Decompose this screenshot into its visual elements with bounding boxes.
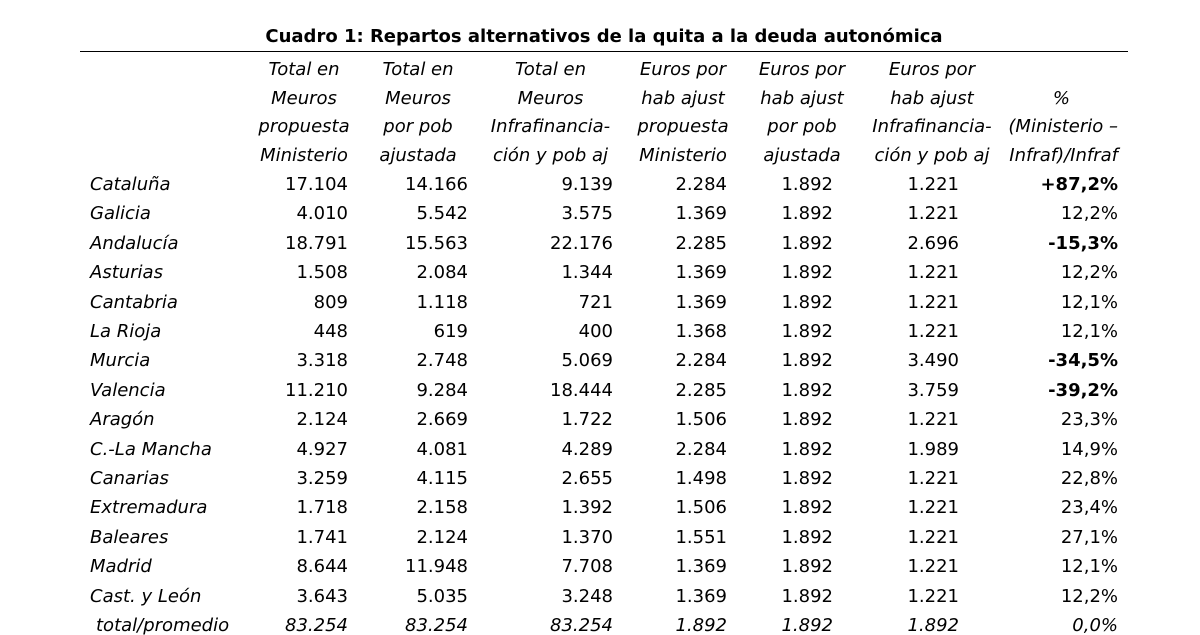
- value-cell: 1.506: [675, 497, 727, 519]
- value-cell: 1.892: [781, 232, 833, 254]
- value-cell: 400: [578, 321, 613, 343]
- header-line: Total en: [268, 59, 340, 80]
- value-cell: 1.892: [781, 556, 833, 578]
- value-cell: 2.124: [416, 526, 468, 548]
- value-cell: 2.158: [416, 497, 468, 519]
- region-name: Madrid: [90, 556, 152, 578]
- value-cell: 2.748: [416, 350, 468, 372]
- pct-cell: 12,2%: [1060, 262, 1118, 284]
- value-cell: 1.370: [561, 526, 613, 548]
- table-row: [80, 376, 1128, 405]
- value-cell: 1.892: [781, 468, 833, 490]
- table-row: [80, 229, 1128, 258]
- value-cell: 3.759: [907, 379, 959, 401]
- value-cell: 2.284: [675, 350, 727, 372]
- value-cell: 1.892: [781, 615, 833, 635]
- value-cell: 1.221: [907, 262, 959, 284]
- value-cell: 8.644: [296, 556, 348, 578]
- header-line: hab ajust: [890, 87, 974, 109]
- table-row: [80, 405, 1128, 434]
- pct-cell: -15,3%: [1048, 232, 1118, 254]
- value-cell: 1.221: [907, 468, 959, 490]
- value-cell: 1.221: [907, 526, 959, 548]
- table-row: [80, 288, 1128, 317]
- value-cell: 1.221: [907, 203, 959, 225]
- table-row: [80, 170, 1128, 199]
- value-cell: 18.444: [550, 379, 613, 401]
- value-cell: 1.392: [561, 497, 613, 519]
- value-cell: 4.010: [296, 203, 348, 225]
- header-line: Infrafinancia-: [872, 116, 992, 137]
- value-cell: 11.210: [285, 379, 348, 401]
- value-cell: 17.104: [285, 174, 348, 195]
- region-name: Cantabria: [90, 291, 178, 313]
- value-cell: 1.741: [296, 526, 348, 548]
- pct-cell: +87,2%: [1040, 174, 1118, 195]
- header-line: Infrafinancia-: [490, 116, 611, 137]
- pct-cell: -39,2%: [1048, 379, 1118, 401]
- value-cell: 3.490: [907, 350, 959, 372]
- region-name: Cataluña: [90, 174, 171, 195]
- value-cell: 7.708: [561, 556, 613, 578]
- value-cell: 1.508: [296, 262, 348, 284]
- header-line: %: [1052, 87, 1070, 109]
- header-euros-infrafinanciacion: [861, 56, 1003, 170]
- value-cell: 1.221: [907, 497, 959, 519]
- value-cell: 1.722: [561, 409, 613, 431]
- header-line: Euros por: [888, 59, 976, 80]
- value-cell: 1.892: [907, 615, 959, 635]
- header-line: ción y pob aj: [874, 144, 990, 166]
- table-row: [80, 435, 1128, 464]
- value-cell: 1.892: [781, 350, 833, 372]
- value-cell: 2.284: [675, 174, 727, 195]
- value-cell: 1.892: [781, 174, 833, 195]
- table-row: [80, 346, 1128, 375]
- pct-cell: 14,9%: [1060, 438, 1118, 460]
- region-name: Asturias: [90, 262, 163, 284]
- value-cell: 2.655: [561, 468, 613, 490]
- value-cell: 1.551: [675, 526, 727, 548]
- value-cell: 5.035: [416, 585, 468, 607]
- value-cell: 1.369: [675, 585, 727, 607]
- value-cell: 1.892: [781, 203, 833, 225]
- value-cell: 18.791: [285, 232, 348, 254]
- value-cell: 4.115: [416, 468, 468, 490]
- header-line: [1003, 56, 1118, 85]
- region-name: Baleares: [90, 526, 169, 548]
- table-row: [80, 552, 1128, 581]
- data-table: [80, 56, 1128, 635]
- value-cell: 2.669: [416, 409, 468, 431]
- table-row: [80, 523, 1128, 552]
- pct-cell: 0,0%: [1072, 615, 1118, 635]
- pct-cell: 12,1%: [1060, 291, 1118, 313]
- table-row: [80, 199, 1128, 228]
- header-line: por pob: [383, 116, 453, 137]
- value-cell: 1.892: [781, 526, 833, 548]
- value-cell: 1.498: [675, 468, 727, 490]
- header-total-pob-ajustada: [358, 56, 478, 170]
- value-cell: 1.369: [675, 291, 727, 313]
- pct-cell: 23,3%: [1060, 409, 1118, 431]
- table-row: [80, 493, 1128, 522]
- table-row: [80, 582, 1128, 611]
- header-euros-pob-ajustada: [743, 56, 861, 170]
- header-line: Meuros: [385, 87, 451, 109]
- header-line: ajustada: [379, 144, 457, 166]
- pct-cell: -34,5%: [1048, 350, 1118, 372]
- header-total-propuesta-ministerio: [250, 56, 358, 170]
- header-line: propuesta: [637, 116, 729, 137]
- value-cell: 1.368: [675, 321, 727, 343]
- value-cell: 3.318: [296, 350, 348, 372]
- region-name: Extremadura: [90, 497, 208, 519]
- value-cell: 11.948: [405, 556, 468, 578]
- value-cell: 809: [313, 291, 348, 313]
- value-cell: 619: [433, 321, 468, 343]
- value-cell: 1.892: [781, 291, 833, 313]
- value-cell: 83.254: [550, 615, 613, 635]
- pct-cell: 12,1%: [1060, 556, 1118, 578]
- value-cell: 721: [578, 291, 613, 313]
- region-name: Galicia: [90, 203, 151, 225]
- value-cell: 1.989: [907, 438, 959, 460]
- value-cell: 2.696: [907, 232, 959, 254]
- header-total-infrafinanciacion: [478, 56, 623, 170]
- header-line: Total en: [514, 59, 587, 80]
- region-name: Valencia: [90, 379, 166, 401]
- value-cell: 448: [313, 321, 348, 343]
- header-line: (Ministerio –: [1008, 116, 1118, 137]
- value-cell: 4.289: [561, 438, 613, 460]
- value-cell: 2.124: [296, 409, 348, 431]
- region-name: Murcia: [90, 350, 151, 372]
- header-euros-propuesta-ministerio: [623, 56, 743, 170]
- value-cell: 22.176: [550, 232, 613, 254]
- value-cell: 83.254: [285, 615, 348, 635]
- value-cell: 1.118: [416, 291, 468, 313]
- table-row: [80, 464, 1128, 493]
- header-region: [80, 56, 250, 170]
- value-cell: 1.892: [781, 585, 833, 607]
- value-cell: 2.284: [675, 438, 727, 460]
- region-name: Aragón: [90, 409, 155, 431]
- value-cell: 1.892: [781, 321, 833, 343]
- value-cell: 1.369: [675, 203, 727, 225]
- value-cell: 3.259: [296, 468, 348, 490]
- total-row: [80, 611, 1128, 635]
- header-line: Ministerio: [260, 144, 348, 166]
- header-line: propuesta: [258, 116, 350, 137]
- value-cell: 2.084: [416, 262, 468, 284]
- value-cell: 3.248: [561, 585, 613, 607]
- region-name: Andalucía: [90, 232, 179, 254]
- region-name: Cast. y León: [90, 585, 202, 607]
- header-line: ción y pob aj: [492, 144, 609, 166]
- header-line: Euros por: [758, 59, 846, 80]
- value-cell: 1.892: [781, 262, 833, 284]
- value-cell: 2.285: [675, 379, 727, 401]
- header-line: ajustada: [763, 144, 841, 166]
- pct-cell: 12,1%: [1060, 321, 1118, 343]
- region-name: Canarias: [90, 468, 169, 490]
- header-line: por pob: [767, 116, 837, 137]
- value-cell: 1.369: [675, 556, 727, 578]
- value-cell: 15.563: [405, 232, 468, 254]
- value-cell: 1.221: [907, 409, 959, 431]
- table-row: [80, 258, 1128, 287]
- header-pct-diferencia: [1003, 56, 1128, 170]
- value-cell: 1.892: [781, 379, 833, 401]
- value-cell: 1.892: [675, 615, 727, 635]
- header-line: Total en: [382, 59, 454, 80]
- header-line: Meuros: [517, 87, 584, 109]
- pct-cell: 22,8%: [1060, 468, 1118, 490]
- value-cell: 1.369: [675, 262, 727, 284]
- value-cell: 1.221: [907, 585, 959, 607]
- value-cell: 9.284: [416, 379, 468, 401]
- table-title: Cuadro 1: Repartos alternativos de la quita a la deuda autonómica: [265, 26, 943, 47]
- value-cell: 1.718: [296, 497, 348, 519]
- table-header: [80, 56, 1128, 170]
- value-cell: 4.081: [416, 438, 468, 460]
- header-line: Meuros: [271, 87, 337, 109]
- value-cell: 1.506: [675, 409, 727, 431]
- value-cell: 3.643: [296, 585, 348, 607]
- value-cell: 9.139: [561, 174, 613, 195]
- value-cell: 1.221: [907, 321, 959, 343]
- value-cell: 1.221: [907, 556, 959, 578]
- value-cell: 14.166: [405, 174, 468, 195]
- header-line: Euros por: [639, 59, 727, 80]
- region-name: La Rioja: [90, 321, 162, 343]
- table-row: [80, 317, 1128, 346]
- value-cell: 1.892: [781, 438, 833, 460]
- value-cell: 2.285: [675, 232, 727, 254]
- value-cell: 1.892: [781, 497, 833, 519]
- pct-cell: 27,1%: [1060, 526, 1118, 548]
- value-cell: 5.542: [416, 203, 468, 225]
- value-cell: 3.575: [561, 203, 613, 225]
- value-cell: 1.892: [781, 409, 833, 431]
- header-line: hab ajust: [760, 87, 844, 109]
- value-cell: 4.927: [296, 438, 348, 460]
- value-cell: 1.221: [907, 174, 959, 195]
- title-rule: [80, 51, 1128, 52]
- pct-cell: 23,4%: [1060, 497, 1118, 519]
- header-line: hab ajust: [641, 87, 725, 109]
- header-row: [80, 56, 1128, 170]
- value-cell: 1.221: [907, 291, 959, 313]
- value-cell: 83.254: [405, 615, 468, 635]
- header-line: Ministerio: [639, 144, 727, 166]
- region-name: total/promedio: [96, 615, 230, 635]
- pct-cell: 12,2%: [1060, 585, 1118, 607]
- region-name: C.-La Mancha: [90, 438, 212, 460]
- table-body: [80, 170, 1128, 635]
- pct-cell: 12,2%: [1060, 203, 1118, 225]
- value-cell: 1.344: [561, 262, 613, 284]
- header-line: Infraf)/Infraf: [1009, 144, 1118, 166]
- value-cell: 5.069: [561, 350, 613, 372]
